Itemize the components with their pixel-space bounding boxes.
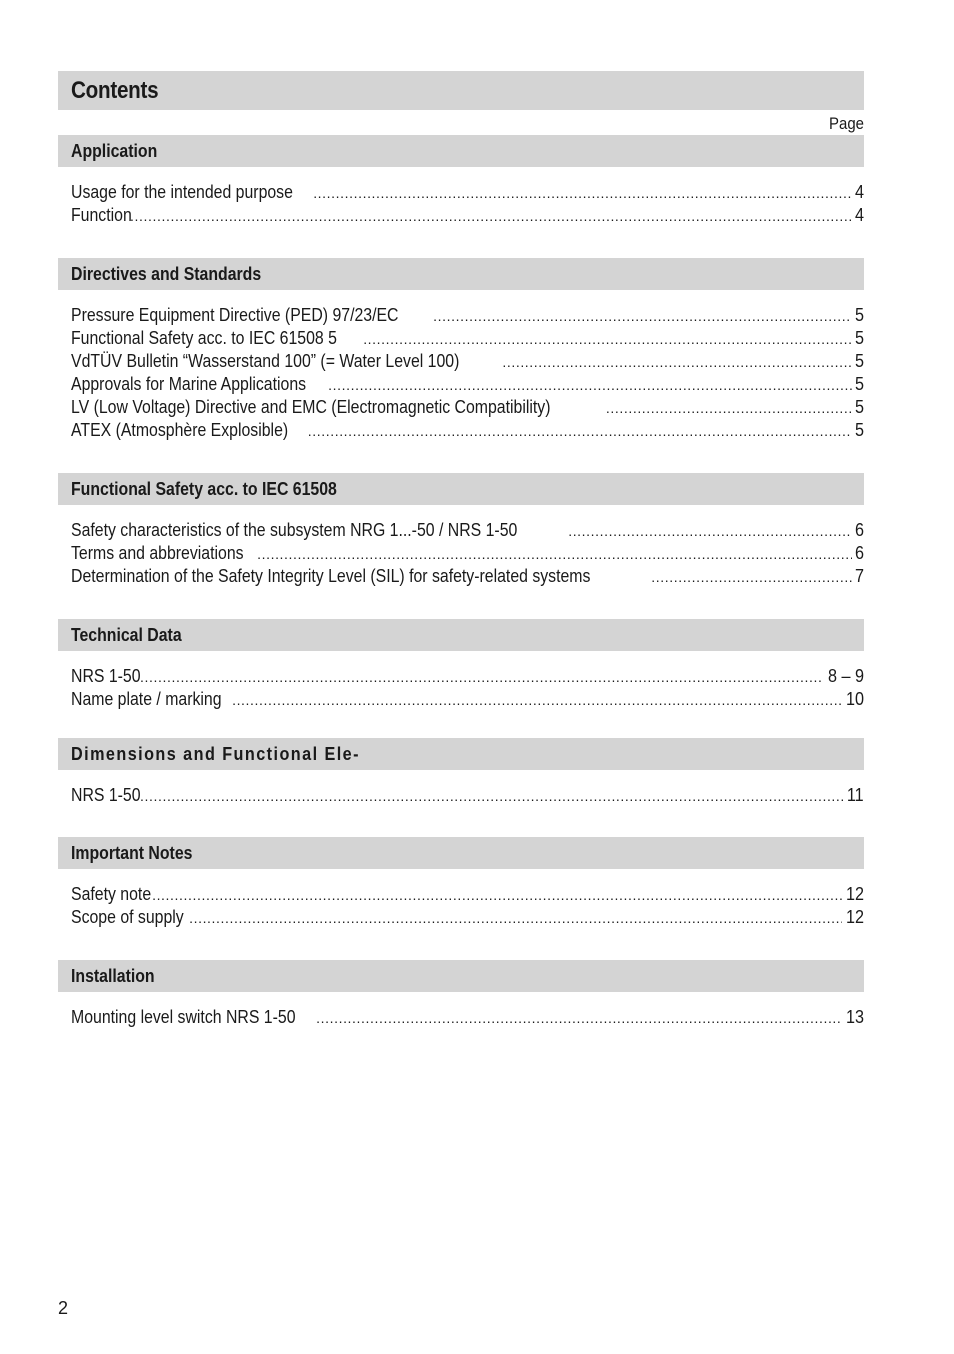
toc-entry[interactable] [71, 688, 864, 711]
toc-entry-label: Safety characteristics of the subsystem NRG 1...-50 / NRS 1-50 [71, 520, 518, 540]
toc-entry-label: Determination of the Safety Integrity Level (SIL) for safety-related systems [71, 566, 591, 586]
dot-leader [140, 785, 843, 807]
toc-section-dimensions [58, 738, 864, 807]
toc-entries [58, 770, 864, 807]
toc-section-directives [58, 258, 864, 442]
page-title: Contents [71, 76, 159, 104]
page-column-label: Page [829, 114, 864, 133]
dot-leader [568, 520, 852, 542]
toc-entry[interactable] [71, 327, 864, 350]
dot-leader [232, 689, 842, 711]
toc-section-important-notes [58, 837, 864, 929]
section-header [58, 738, 864, 770]
dot-leader [651, 566, 852, 588]
toc-entries [58, 992, 864, 1029]
toc-entry-page: 7 [854, 566, 864, 586]
toc-entries [58, 505, 864, 588]
toc-entry-page: 5 [854, 305, 864, 325]
toc-entry[interactable] [71, 396, 864, 419]
toc-entry-label: Mounting level switch NRS 1-50 [71, 1007, 296, 1027]
toc-entry-page: 12 [845, 907, 864, 927]
toc-entry[interactable] [71, 419, 864, 442]
section-header [58, 473, 864, 505]
dot-leader [140, 666, 822, 688]
toc-entry-label: Terms and abbreviations [71, 543, 244, 563]
toc-entry-page: 5 [854, 351, 864, 371]
section-heading: Technical Data [71, 624, 182, 645]
toc-entry[interactable] [71, 542, 864, 565]
toc-entry[interactable] [71, 519, 864, 542]
dot-leader [313, 182, 852, 204]
toc-entry[interactable] [71, 784, 864, 807]
toc-entry-page: 4 [854, 182, 864, 202]
section-header [58, 135, 864, 167]
contents-page [58, 71, 864, 1029]
section-heading: Dimensions and Functional Ele- [71, 743, 360, 764]
toc-entry-page: 5 [854, 420, 864, 440]
section-heading: Installation [71, 965, 155, 986]
toc-entries [58, 167, 864, 227]
toc-entry-page: 13 [845, 1007, 864, 1027]
toc-entry-page: 5 [854, 397, 864, 417]
toc-entry[interactable] [71, 181, 864, 204]
toc-entry-page: 6 [854, 543, 864, 563]
toc-entry[interactable] [71, 1006, 864, 1029]
contents-title-bar [58, 71, 864, 110]
toc-entry-label: VdTÜV Bulletin “Wasserstand 100” (= Water Level 100) [71, 351, 460, 371]
section-heading: Application [71, 140, 158, 161]
toc-entries [58, 290, 864, 442]
toc-entry[interactable] [71, 883, 864, 906]
toc-entry-page: 12 [845, 884, 864, 904]
toc-entry[interactable] [71, 565, 864, 588]
toc-entry-label: Functional Safety acc. to IEC 61508 5 [71, 328, 337, 348]
dot-leader [433, 305, 852, 327]
toc-entry-label: Approvals for Marine Applications [71, 374, 307, 394]
dot-leader [328, 374, 852, 396]
toc-entry[interactable] [71, 350, 864, 373]
toc-section-functional-safety [58, 473, 864, 588]
toc-entry[interactable] [71, 665, 864, 688]
toc-entry-page: 5 [854, 328, 864, 348]
toc-entry[interactable] [71, 304, 864, 327]
toc-entry-label: LV (Low Voltage) Directive and EMC (Electromagnetic Compatibility) [71, 397, 551, 417]
dot-leader [606, 397, 852, 419]
toc-entry-page: 5 [854, 374, 864, 394]
toc-entry-label: Usage for the intended purpose [71, 182, 293, 202]
dot-leader [130, 205, 852, 227]
toc-entry-label: ATEX (Atmosphère Explosible) [71, 420, 289, 440]
toc-entry-page: 4 [854, 205, 864, 225]
section-header [58, 960, 864, 992]
dot-leader [308, 420, 852, 442]
section-header [58, 619, 864, 651]
toc-entries [58, 651, 864, 711]
toc-entry-page: 11 [847, 785, 864, 805]
toc-entry-label: Scope of supply [71, 907, 184, 927]
toc-entry[interactable] [71, 204, 864, 227]
dot-leader [257, 543, 852, 565]
section-header [58, 837, 864, 869]
dot-leader [152, 884, 842, 906]
section-heading: Directives and Standards [71, 263, 262, 284]
dot-leader [502, 351, 852, 373]
footer-page-number: 2 [58, 1298, 69, 1318]
toc-section-technical-data [58, 619, 864, 711]
section-heading: Functional Safety acc. to IEC 61508 [71, 478, 337, 499]
toc-entry-page: 8 – 9 [827, 666, 864, 686]
toc-entry-label: Safety note [71, 884, 152, 904]
toc-entry[interactable] [71, 373, 864, 396]
toc-section-application [58, 135, 864, 227]
toc-entry-label: Name plate / marking [71, 689, 222, 709]
section-header [58, 258, 864, 290]
toc-entry[interactable] [71, 906, 864, 929]
dot-leader [189, 907, 842, 929]
dot-leader [363, 328, 852, 350]
toc-entries [58, 869, 864, 929]
toc-entry-label: Function [71, 205, 132, 225]
toc-entry-page: 6 [854, 520, 864, 540]
dot-leader [316, 1007, 842, 1029]
section-heading: Important Notes [71, 842, 193, 863]
toc-entry-label: NRS 1-50 [71, 785, 141, 805]
toc-entry-page: 10 [845, 689, 864, 709]
toc-entry-label: Pressure Equipment Directive (PED) 97/23/EC [71, 305, 399, 325]
toc-section-installation [58, 960, 864, 1029]
toc-entry-label: NRS 1-50 [71, 666, 141, 686]
